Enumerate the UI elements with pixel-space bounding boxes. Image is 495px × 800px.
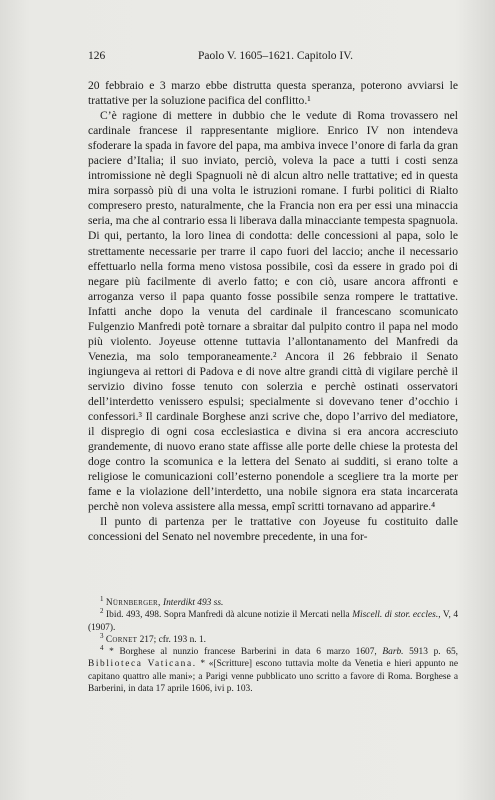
footnotes bbox=[88, 597, 458, 695]
footnote-text: * Borghese al nunzio francese Barberini in data 6 marzo 1607, bbox=[109, 647, 383, 658]
page-header bbox=[88, 50, 454, 62]
footnote-spaced: Biblioteca Vaticana. bbox=[88, 659, 197, 670]
footnote-marker: 3 bbox=[100, 631, 104, 640]
running-title: Paolo V. 1605–1621. Capitolo IV. bbox=[198, 50, 353, 62]
page-number: 126 bbox=[88, 50, 106, 62]
paragraph: C’è ragione di mettere in dubbio che le vedute di Roma trovassero nel cardinale francese il rappresentante migliore. Enrico IV non intendeva sfoderare la spada in favore del papa, ma ambiva invece l’onore di farla da gran paciere d’Italia; il suo inviato, perciò, voleva la pace a tutti i costi senza intromissione nè degli Spagnuoli nè di alcun altro nelle trattative; ed in questa mira sorpassò più di una volta le istruzioni romane. I furbi politici di Rialto compresero presto, naturalmente, che la Francia non era per essi una minaccia seria, ma che al contrario essa li liberava dalla minacciante tempesta spagnuola. Di qui, pertanto, la loro linea di condotta: delle concessioni al papa, solo le strettamente necessarie per trarre il capo fuori del laccio; anche il necessario effettuarlo nella forma meno vistosa possibile, così da essere in grado poi di negare più facilmente di averlo fatto; e con ciò, usare ancora affronti e arroganza verso il papa quanto fosse possibile senza rompere le trattative. Infatti anche dopo la venuta del cardinale il francescano scomunicato Fulgenzio Manfredi potè tornare a sbraitar dal pulpito contro il papa nel modo più violento. Joyeuse ottenne tuttavia l’allontanamento del Manfredi da Venezia, ma solo temporaneamente.² Ancora il 26 febbraio il Senato ingiungeva ai rettori di Padova e di nove altre grandi città di vigilare perchè il servizio divino fosse tenuto con solerzia e perchè ostinati osservatori dell’interdetto venissero espulsi; specialmente si dovevano tener d’occhio i confessori.³ Il cardinale Borghese anzi scrive che, dopo l’arrivo del mediatore, il dispregio di ogni cosa ecclesiastica e divina si era ancora accresciuto grandemente, di nuovo erano state affisse alle porte delle chiese la protesta del doge contro la scomunica e la lettera del Senato ai sudditi, si erano tolte a religiose le comunicazioni coll’esterno ponendole a scegliere tra la morte per fame e la violazione dell’interdetto, una nobile signora era stata incarcerata perchè non voleva assistere alla messa, empî scritti tornavano ad apparire.⁴ bbox=[88, 109, 458, 514]
footnote-text: Ibid. 493, 498. Sopra Manfredi dà alcune notizie il Mercati nella bbox=[106, 610, 353, 621]
footnote bbox=[88, 597, 458, 609]
paragraph: 20 febbraio e 3 marzo ebbe distrutta questa speranza, poterono avviarsi le trattative per la soluzione pacifica del conflitto.¹ bbox=[88, 79, 458, 108]
footnote-author: Cornet bbox=[105, 634, 138, 645]
footnote-author: Nürnberger, bbox=[105, 598, 161, 608]
footnote bbox=[88, 646, 458, 695]
footnote-text: 217; cfr. 193 n. 1. bbox=[139, 634, 206, 645]
footnote-text: , V, 4 (1907). bbox=[88, 610, 459, 633]
footnote bbox=[88, 609, 458, 634]
footnote-italic: Barb. bbox=[382, 647, 404, 658]
paragraph: Il punto di partenza per le trattative con Joyeuse fu costituito dalle concessioni del Senato nel novembre precedente, in una for- bbox=[88, 515, 458, 544]
footnote-italic: Miscell. di stor. eccles. bbox=[352, 610, 439, 621]
footnote-marker: 1 bbox=[100, 595, 104, 603]
footnote-marker: 2 bbox=[100, 607, 104, 616]
footnote bbox=[88, 631, 458, 646]
footnote-text: Interdikt 493 ss. bbox=[163, 598, 224, 608]
footnote-text: 5913 p. 65, bbox=[403, 647, 459, 658]
footnote-marker: 4 bbox=[100, 644, 104, 653]
main-text bbox=[88, 78, 458, 544]
footnote-text: * «[Scritture] escono tuttavia molte da Venetia e hieri appunto ne capitano quattro alle mani»; a Parigi venne pubblicato uno scritto a favore di Roma. Borghese a Barberini, in data 17 aprile 1606, ivi p. 103. bbox=[88, 659, 458, 695]
